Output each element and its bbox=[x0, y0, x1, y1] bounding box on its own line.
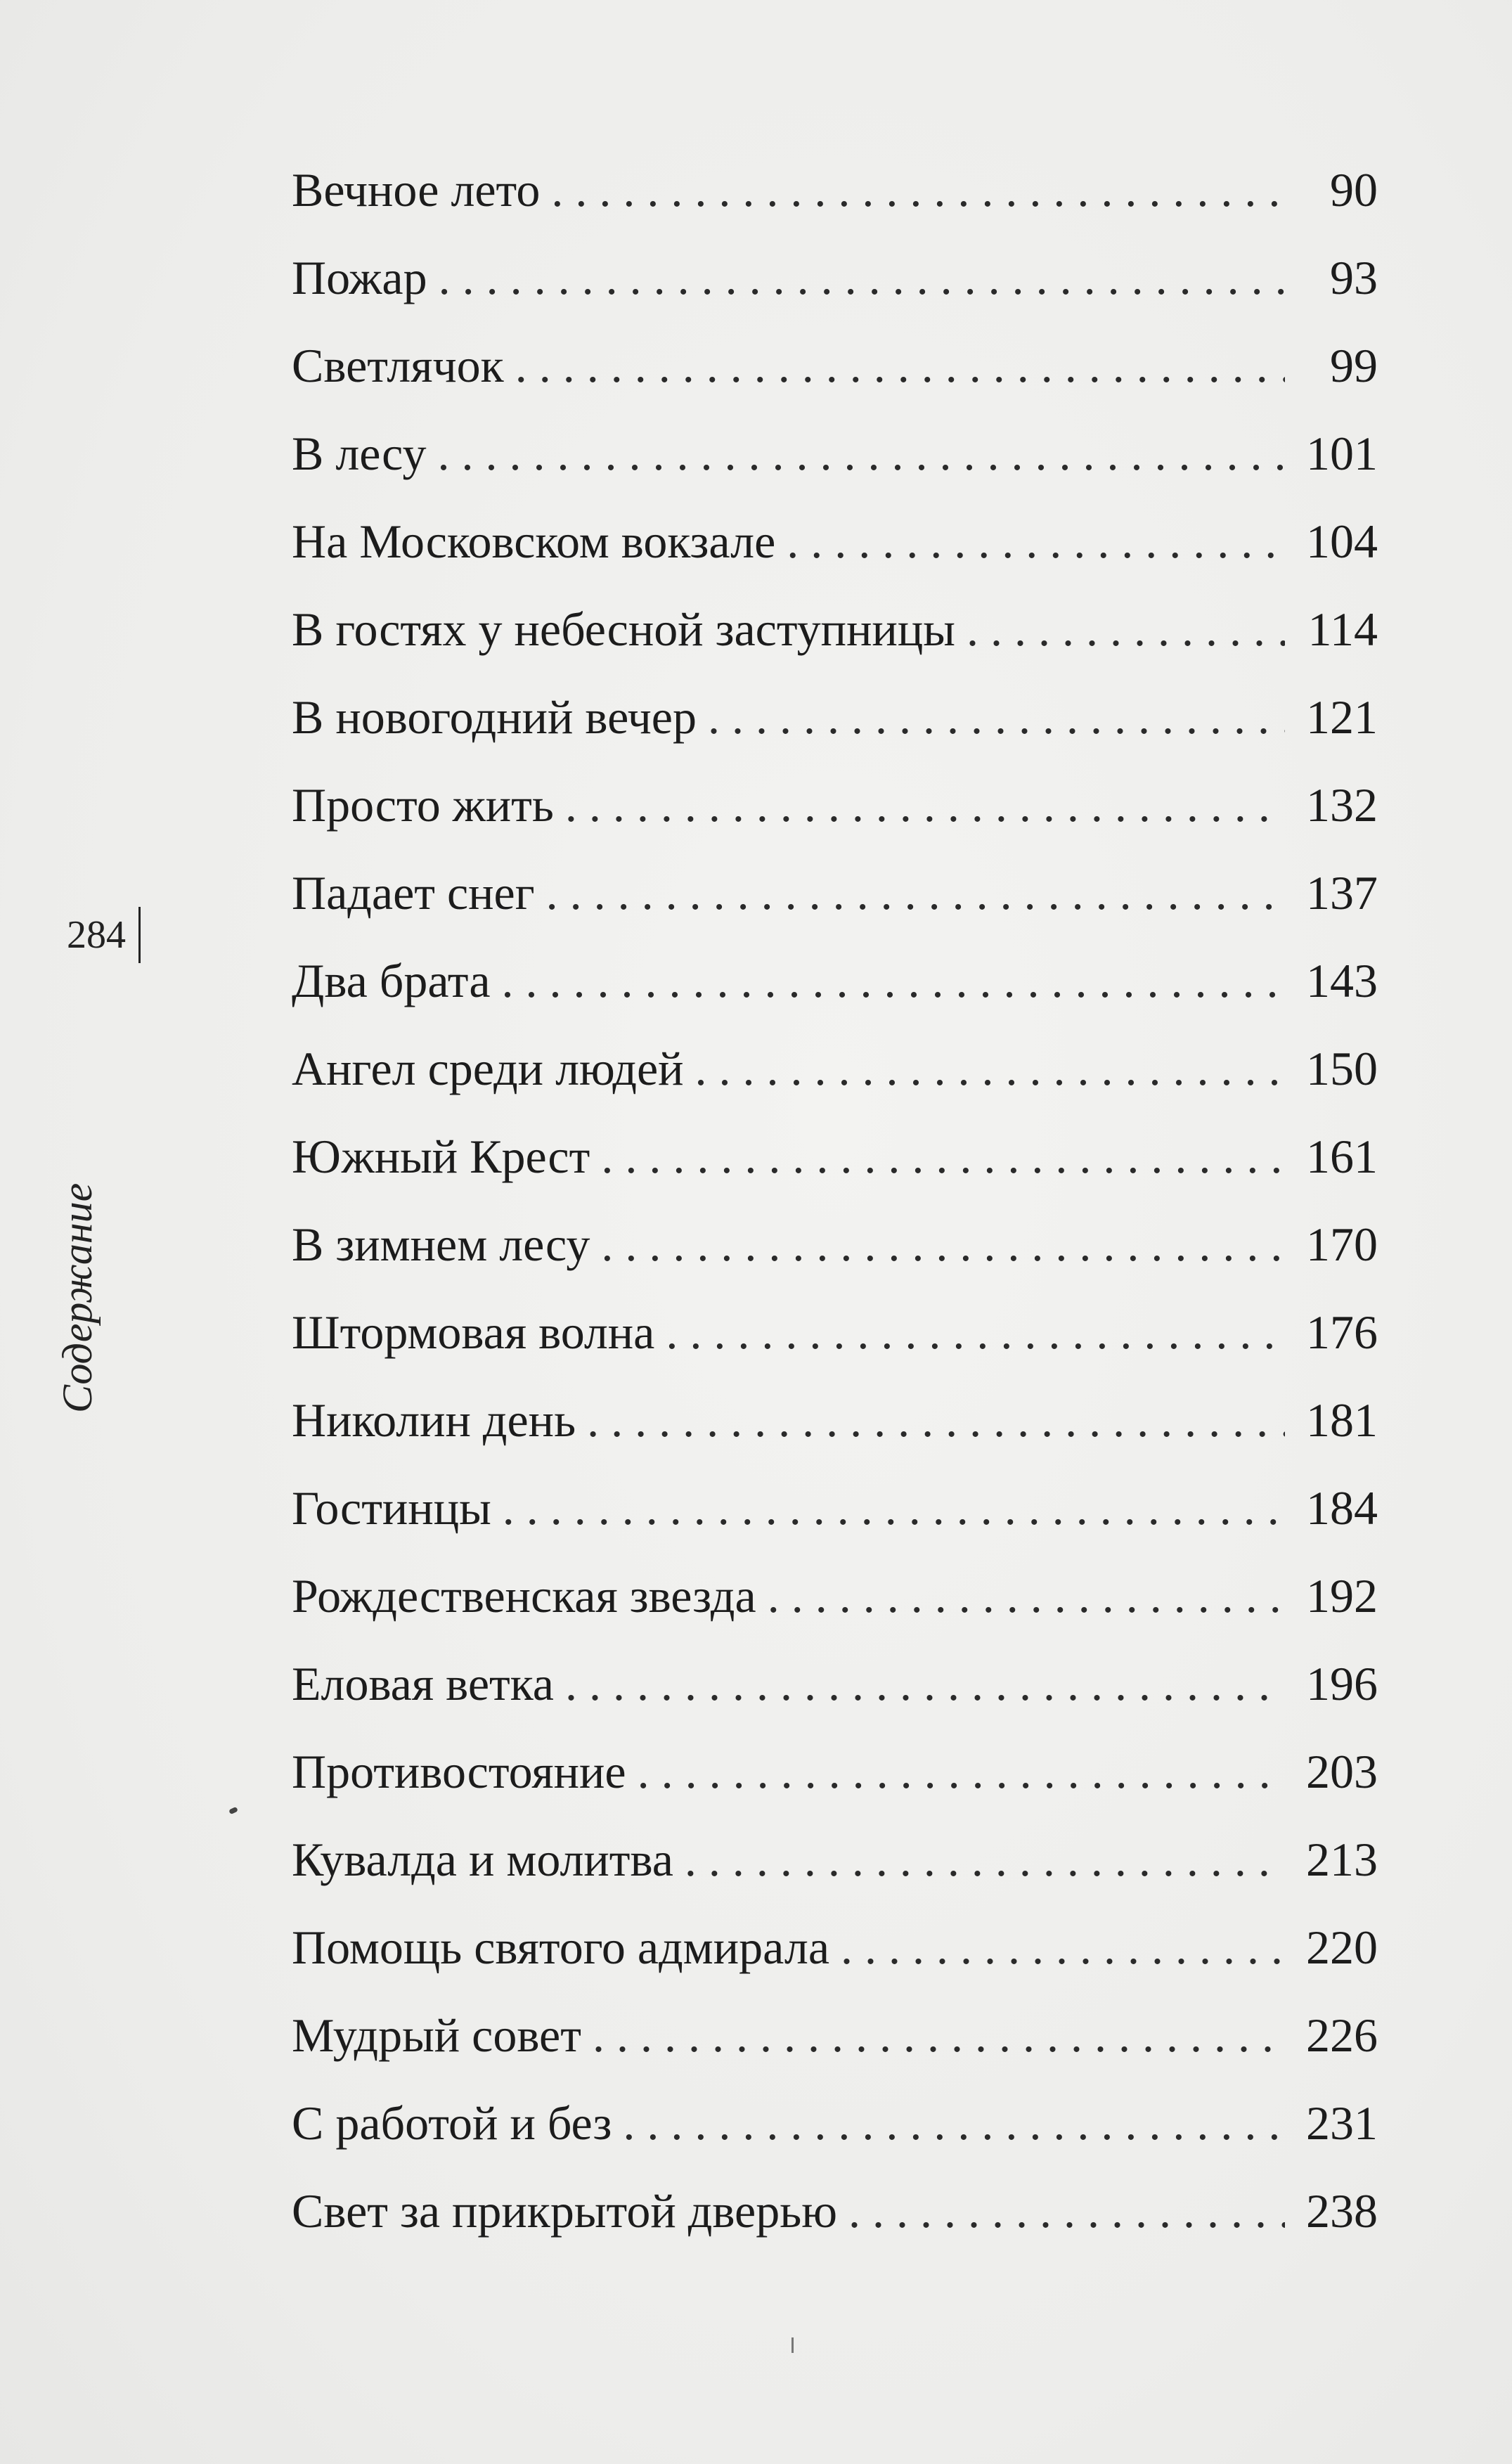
dot-leader bbox=[768, 1552, 1285, 1640]
toc-entry-page: 104 bbox=[1306, 515, 1378, 568]
toc-entry bbox=[292, 2079, 1378, 2167]
dot-leader bbox=[565, 1640, 1285, 1728]
toc-entry-page: 161 bbox=[1306, 1130, 1378, 1183]
toc-entry-title: Падает снег bbox=[292, 866, 535, 920]
toc-entry bbox=[292, 1201, 1378, 1289]
toc-entry-title: На Московском вокзале bbox=[292, 515, 776, 568]
toc-entry-page: 231 bbox=[1306, 2096, 1378, 2150]
toc-entry bbox=[292, 849, 1378, 937]
toc-entry-page: 170 bbox=[1306, 1218, 1378, 1271]
dot-leader bbox=[503, 1464, 1285, 1552]
toc-entry-title: Еловая ветка bbox=[292, 1657, 554, 1710]
toc-entry bbox=[292, 1904, 1378, 1992]
dot-leader bbox=[638, 1728, 1285, 1816]
toc-entry-page: 121 bbox=[1306, 690, 1378, 744]
dot-leader bbox=[565, 761, 1285, 849]
toc-entry-page: 132 bbox=[1306, 778, 1378, 832]
ink-speck bbox=[228, 1807, 238, 1814]
toc-entry bbox=[292, 1552, 1378, 1640]
dot-leader bbox=[841, 1904, 1285, 1992]
toc-entry-page: 238 bbox=[1306, 2184, 1378, 2238]
toc-entry-title: Мудрый совет bbox=[292, 2008, 581, 2062]
toc-entry-page: 90 bbox=[1330, 163, 1378, 217]
section-title: Содержание bbox=[54, 1182, 101, 1413]
toc-entry-page: 137 bbox=[1306, 866, 1378, 920]
toc-entry-page: 192 bbox=[1306, 1569, 1378, 1623]
toc-entry-title: Гостинцы bbox=[292, 1481, 491, 1535]
toc-entry-page: 220 bbox=[1306, 1921, 1378, 1974]
toc-entry bbox=[292, 1113, 1378, 1201]
dot-leader bbox=[546, 849, 1285, 937]
toc-entry-title: Рождественская звезда bbox=[292, 1569, 756, 1623]
dot-leader bbox=[848, 2167, 1285, 2255]
toc-entry-page: 99 bbox=[1330, 339, 1378, 392]
toc-entry-page: 203 bbox=[1306, 1745, 1378, 1798]
dot-leader bbox=[437, 410, 1285, 498]
ink-speck bbox=[791, 2337, 794, 2353]
toc-entry-title: С работой и без bbox=[292, 2096, 612, 2150]
toc-entry bbox=[292, 1464, 1378, 1552]
dot-leader bbox=[685, 1816, 1285, 1904]
toc-entry bbox=[292, 498, 1378, 586]
toc-entry bbox=[292, 761, 1378, 849]
toc-entry bbox=[292, 937, 1378, 1025]
toc-entry-title: В зимнем лесу bbox=[292, 1218, 590, 1271]
dot-leader bbox=[787, 498, 1285, 586]
dot-leader bbox=[623, 2079, 1285, 2167]
dot-leader bbox=[666, 1289, 1285, 1376]
toc-entry-title: Светлячок bbox=[292, 339, 504, 392]
dot-leader bbox=[439, 234, 1285, 322]
toc-entry-page: 226 bbox=[1306, 2008, 1378, 2062]
toc-entry-title: Помощь святого адмирала bbox=[292, 1921, 829, 1974]
toc-entry bbox=[292, 322, 1378, 410]
toc-entry bbox=[292, 1025, 1378, 1113]
toc-entry-title: Пожар bbox=[292, 251, 427, 304]
dot-leader bbox=[601, 1201, 1285, 1289]
toc-entry-title: В гостях у небесной заступницы bbox=[292, 602, 955, 656]
toc-entry-title: Вечное лето bbox=[292, 163, 541, 217]
toc-entry-title: Противостояние bbox=[292, 1745, 626, 1798]
toc-entry-page: 196 bbox=[1306, 1657, 1378, 1710]
toc-entry bbox=[292, 1376, 1378, 1464]
dot-leader bbox=[502, 937, 1285, 1025]
dot-leader bbox=[967, 586, 1285, 673]
dot-leader bbox=[593, 1992, 1285, 2079]
toc-entry-title: Свет за прикрытой дверью bbox=[292, 2184, 838, 2238]
toc-entry-title: Николин день bbox=[292, 1393, 576, 1447]
toc-entry-title: Южный Крест bbox=[292, 1130, 590, 1183]
toc-entry bbox=[292, 1728, 1378, 1816]
toc-entry bbox=[292, 2167, 1378, 2255]
toc-entry-page: 181 bbox=[1306, 1393, 1378, 1447]
toc-entry-page: 213 bbox=[1306, 1833, 1378, 1886]
toc-entry-title: В лесу bbox=[292, 427, 427, 480]
toc-entry bbox=[292, 1289, 1378, 1376]
toc-entry-page: 184 bbox=[1306, 1481, 1378, 1535]
toc-entry-page: 150 bbox=[1306, 1042, 1378, 1095]
toc-entry-page: 114 bbox=[1307, 602, 1378, 656]
toc-entry bbox=[292, 146, 1378, 234]
dot-leader bbox=[551, 146, 1285, 234]
dot-leader bbox=[601, 1113, 1285, 1201]
running-head bbox=[49, 907, 162, 1413]
dot-leader bbox=[695, 1025, 1285, 1113]
toc-entry bbox=[292, 1640, 1378, 1728]
toc-entry-title: Кувалда и молитва bbox=[292, 1833, 673, 1886]
table-of-contents bbox=[292, 146, 1378, 2255]
toc-entry-title: Ангел среди людей bbox=[292, 1042, 684, 1095]
dot-leader bbox=[708, 673, 1285, 761]
toc-entry-title: Штормовая волна bbox=[292, 1305, 655, 1359]
toc-entry bbox=[292, 234, 1378, 322]
page-number: 284 bbox=[67, 907, 141, 963]
toc-entry bbox=[292, 1816, 1378, 1904]
toc-entry-page: 101 bbox=[1306, 427, 1378, 480]
toc-entry-title: В новогодний вечер bbox=[292, 690, 697, 744]
toc-entry-title: Просто жить bbox=[292, 778, 554, 832]
toc-entry-page: 143 bbox=[1306, 954, 1378, 1007]
toc-entry bbox=[292, 586, 1378, 673]
toc-entry bbox=[292, 1992, 1378, 2079]
toc-entry bbox=[292, 410, 1378, 498]
dot-leader bbox=[587, 1376, 1285, 1464]
toc-entry bbox=[292, 673, 1378, 761]
dot-leader bbox=[515, 322, 1285, 410]
toc-entry-page: 93 bbox=[1330, 251, 1378, 304]
toc-entry-title: Два брата bbox=[292, 954, 491, 1007]
toc-entry-page: 176 bbox=[1306, 1305, 1378, 1359]
